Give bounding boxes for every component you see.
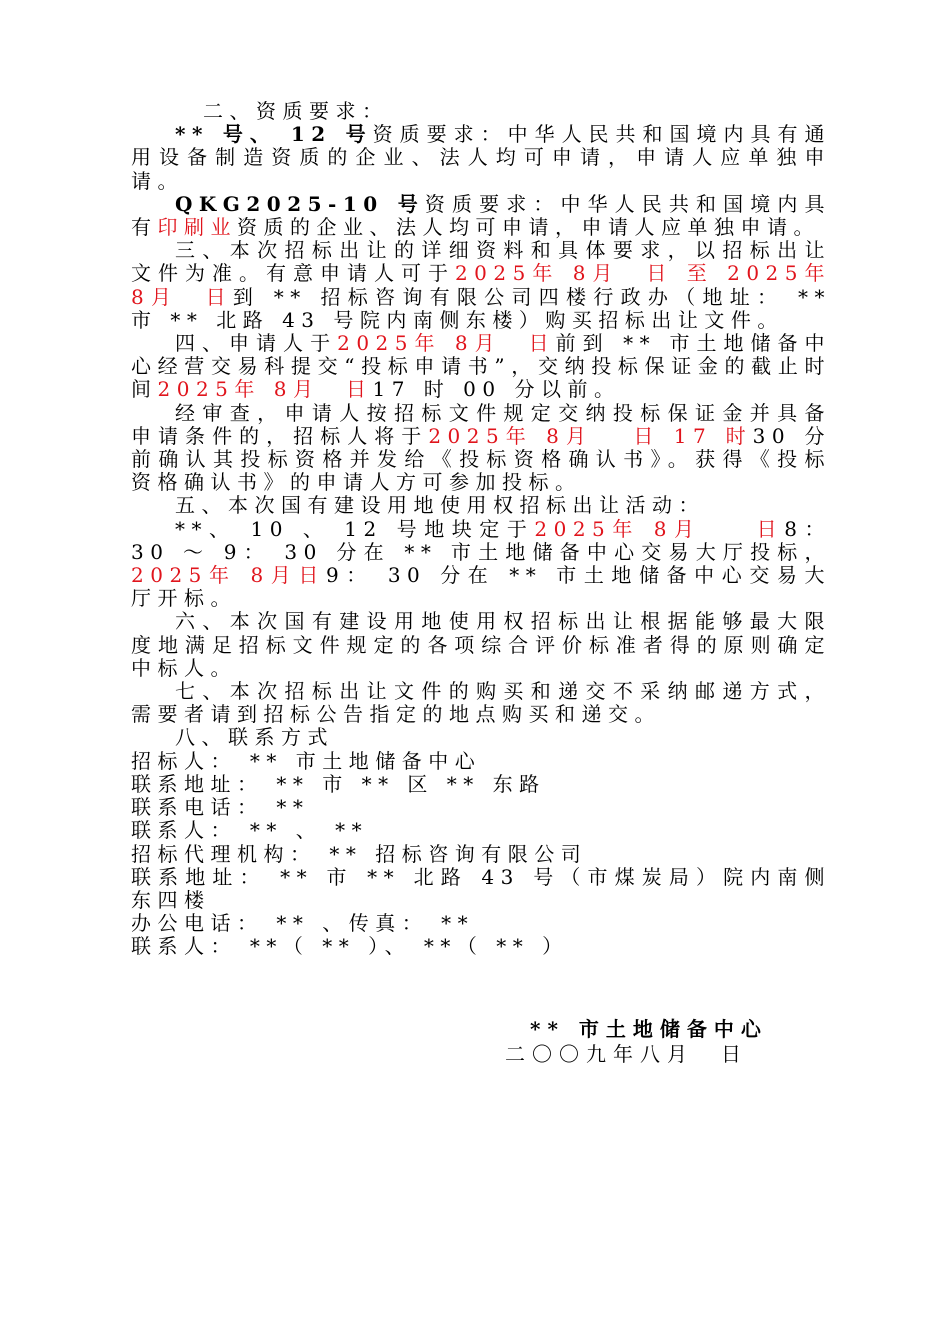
deposit-deadline-date: 2025年 8月 日	[157, 377, 373, 402]
section-2-paragraph-1	[131, 123, 831, 193]
contact-agency-address: 联系地址： ** 市 ** 北路 43 号（市煤炭局）院内南侧东四楼	[131, 864, 831, 912]
confirmation-date: 2025年 8月 日 17 时	[428, 423, 753, 448]
contact-agency-person: 联系人： **（ ** ）、 **（ ** ）	[131, 934, 569, 959]
qualification-text-2a: 资质要求：中华人民共和国境内具有	[131, 191, 831, 240]
section-3-text-b: 到 ** 招标咨询有限公司四楼行政办（地址： ** 市 ** 北路 43 号院内南侧东楼）购买招标出让文件。	[131, 284, 831, 332]
section-2-paragraph-2	[131, 193, 831, 239]
section-3-paragraph	[131, 239, 831, 332]
bid-opening-date: 2025年 8月日	[131, 563, 326, 588]
section-5-paragraph	[131, 518, 831, 611]
section-6-paragraph: 六、本次国有建设用地使用权招标出让根据能够最大限度地满足招标文件规定的各项综合评价标准者得的原则确定中标人。	[131, 609, 831, 680]
contact-office-phone: 办公电话： ** 、传真： **	[131, 911, 475, 936]
contact-phone: 联系电话： **	[131, 795, 310, 820]
signature-date: 二〇〇九年八月 日	[505, 1042, 748, 1066]
section-2-heading: 二、资质要求：	[203, 99, 389, 123]
section-4-paragraph	[131, 332, 831, 402]
contact-agency: 招标代理机构： ** 招标咨询有限公司	[131, 841, 588, 866]
section-4-text-c: 17 时 00 分以前。	[372, 377, 621, 402]
section-4-text-b: 前到 ** 市土地储备中心经营交易科提交“投标申请书”，交纳投标保证金的截止时间	[131, 331, 832, 402]
plot-numbers-bold: ** 号、 12 号	[175, 122, 373, 147]
section-5-text-b: 8： 30 ～ 9： 30 分在 ** 市土地储备中心交易大厅投标，	[131, 516, 831, 564]
submission-date: 2025年 8月 日	[337, 331, 556, 356]
signature-organization: ** 市土地储备中心	[530, 1017, 768, 1041]
review-text-a: 经审查，申请人按招标文件规定交纳投标保证金并具备申请条件的，招标人将于	[131, 400, 831, 448]
review-text-b: 30 分前确认其投标资格并发给《投标资格确认书》。获得《投标资格确认书》的申请人方可参加投标。	[131, 423, 831, 495]
contact-person: 联系人： ** 、 **	[131, 818, 369, 843]
printing-industry-highlight: 印刷业	[157, 215, 237, 240]
section-4-text-a: 四、申请人于	[175, 331, 338, 356]
section-7-paragraph: 七、本次招标出让文件的购买和递交不采纳邮递方式，需要者请到招标公告指定的地点购买和递交。	[131, 679, 831, 727]
review-paragraph	[131, 402, 831, 495]
section-8-heading: 八、联系方式	[175, 725, 334, 750]
purchase-date-range: 2025年 8月 日 至 2025年 8月 日	[131, 261, 832, 309]
section-5-text-c: 9： 30 分在 ** 市土地储备中心交易大厅开标。	[131, 563, 831, 611]
signature-block	[505, 1017, 805, 1067]
plot-code-bold: QKG2025-10 号	[175, 191, 425, 216]
section-5-heading: 五、本次国有建设用地使用权招标出让活动：	[175, 493, 705, 518]
qualification-text-1: 资质要求：中华人民共和国境内具有通用设备制造资质的企业、法人均可申请，申请人应单独申请。	[131, 122, 832, 193]
section-3-text-a: 三、本次招标出让的详细资料和具体要求，以招标出让文件为准。有意申请人可于	[131, 238, 831, 286]
document-body	[131, 100, 831, 959]
contact-tenderer: 招标人： ** 市土地储备中心	[131, 748, 482, 773]
bidding-date: 2025年 8月 日	[534, 516, 785, 541]
section-5-text-a: **、 10 、 12 号地块定于	[175, 516, 535, 541]
qualification-text-2b: 资质的企业、法人均可申请，申请人应单独申请。	[237, 215, 820, 240]
contact-address: 联系地址： ** 市 ** 区 ** 东路	[131, 771, 546, 796]
